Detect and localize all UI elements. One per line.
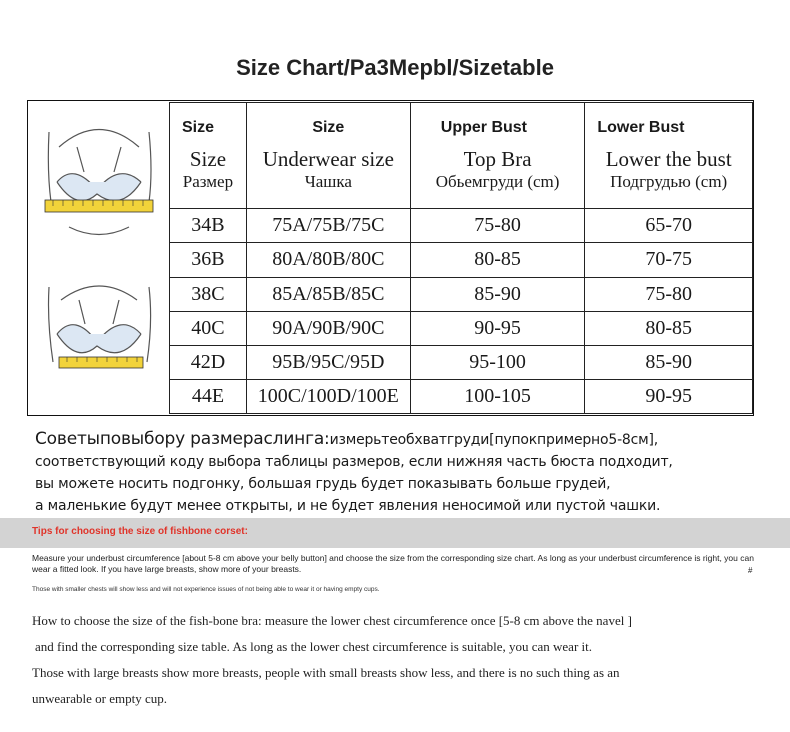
header-underwear-size: Size Underwear size Чашка (246, 103, 410, 209)
cell-size: 44E (170, 379, 247, 413)
cell-upper-bust: 85-90 (410, 277, 585, 311)
en-line-2: and find the corresponding size table. As long as the lower chest circumference is suitable, you can wear it. (35, 639, 593, 654)
ru-tips-line3: вы можете носить подгонку, большая грудь будет показывать больше грудей, (35, 476, 611, 492)
cell-cup: 100C/100D/100E (246, 379, 410, 413)
header-lower-bust: Lower Bust Lower the bust Подгрудью (cm) (585, 103, 753, 209)
table-row (170, 345, 753, 379)
header-size: Size Size Размер (170, 103, 247, 209)
cell-upper-bust: 90-95 (410, 311, 585, 345)
cell-cup: 85A/85B/85C (246, 277, 410, 311)
cell-lower-bust: 75-80 (585, 277, 753, 311)
ru-tips-line1: измерьтеобхватгруди[пупокпримерно5-8см], (329, 432, 659, 448)
cell-lower-bust: 80-85 (585, 311, 753, 345)
lower-bust-figure (49, 286, 151, 362)
en-line-4: unwearable or empty cup. (32, 691, 168, 706)
hash-mark: # (748, 566, 753, 575)
tips-banner-label: Tips for choosing the size of fishbone corset: (32, 526, 248, 537)
cell-lower-bust: 65-70 (585, 209, 753, 243)
cell-lower-bust: 90-95 (585, 379, 753, 413)
upper-tape-measure (45, 200, 153, 212)
table-row (170, 311, 753, 345)
table-header-row (170, 103, 753, 209)
page-title: Size Chart/Pa3Mepbl/Sizetable (236, 55, 554, 80)
russian-size-tips (35, 428, 775, 517)
cell-size: 34B (170, 209, 247, 243)
cell-size: 42D (170, 345, 247, 379)
size-table (169, 102, 753, 414)
en-line-1: How to choose the size of the fish-bone bra: measure the lower chest circumference once [5-8 cm above the navel ] (32, 613, 632, 628)
en-line-3: Those with large breasts show more breasts, people with small breasts show less, and there is no such thing as an (32, 665, 620, 680)
small-chest-note: Those with smaller chests will show less and will not experience issues of not being able to wear it or having empty cups. (32, 586, 380, 593)
table-row (170, 209, 753, 243)
table-row (170, 379, 753, 413)
lower-tape-measure (59, 357, 143, 368)
cell-cup: 75A/75B/75C (246, 209, 410, 243)
ru-tips-lead: Советыповыбору размераслинга: (35, 429, 330, 449)
cell-upper-bust: 75-80 (410, 209, 585, 243)
cell-upper-bust: 80-85 (410, 243, 585, 277)
tips-banner (0, 518, 790, 548)
cell-lower-bust: 85-90 (585, 345, 753, 379)
cell-cup: 80A/80B/80C (246, 243, 410, 277)
cell-size: 38C (170, 277, 247, 311)
upper-bust-figure (48, 130, 151, 235)
cell-cup: 95B/95C/95D (246, 345, 410, 379)
english-size-guide (32, 608, 772, 712)
ru-tips-line2: соответствующий коду выбора таблицы размеров, если нижняя часть бюста подходит, (35, 454, 673, 470)
cell-upper-bust: 100-105 (410, 379, 585, 413)
table-row (170, 243, 753, 277)
bust-measurement-illustration (29, 102, 169, 414)
cell-cup: 90A/90B/90C (246, 311, 410, 345)
cell-lower-bust: 70-75 (585, 243, 753, 277)
cell-size: 36B (170, 243, 247, 277)
header-upper-bust: Upper Bust Top Bra Обьемгруди (cm) (410, 103, 585, 209)
ru-tips-line4: а маленькие будут менее открыты, и не будет явления неносимой или пустой чашки. (35, 498, 661, 514)
cell-upper-bust: 95-100 (410, 345, 585, 379)
measure-instructions: Measure your underbust circumference [about 5-8 cm above your belly button] and choose the size from the corresponding size chart. As long as your underbust circumference is right, you can wear a fitted look. If you have large breasts, show more of your breasts. (32, 553, 754, 574)
cell-size: 40C (170, 311, 247, 345)
table-row (170, 277, 753, 311)
